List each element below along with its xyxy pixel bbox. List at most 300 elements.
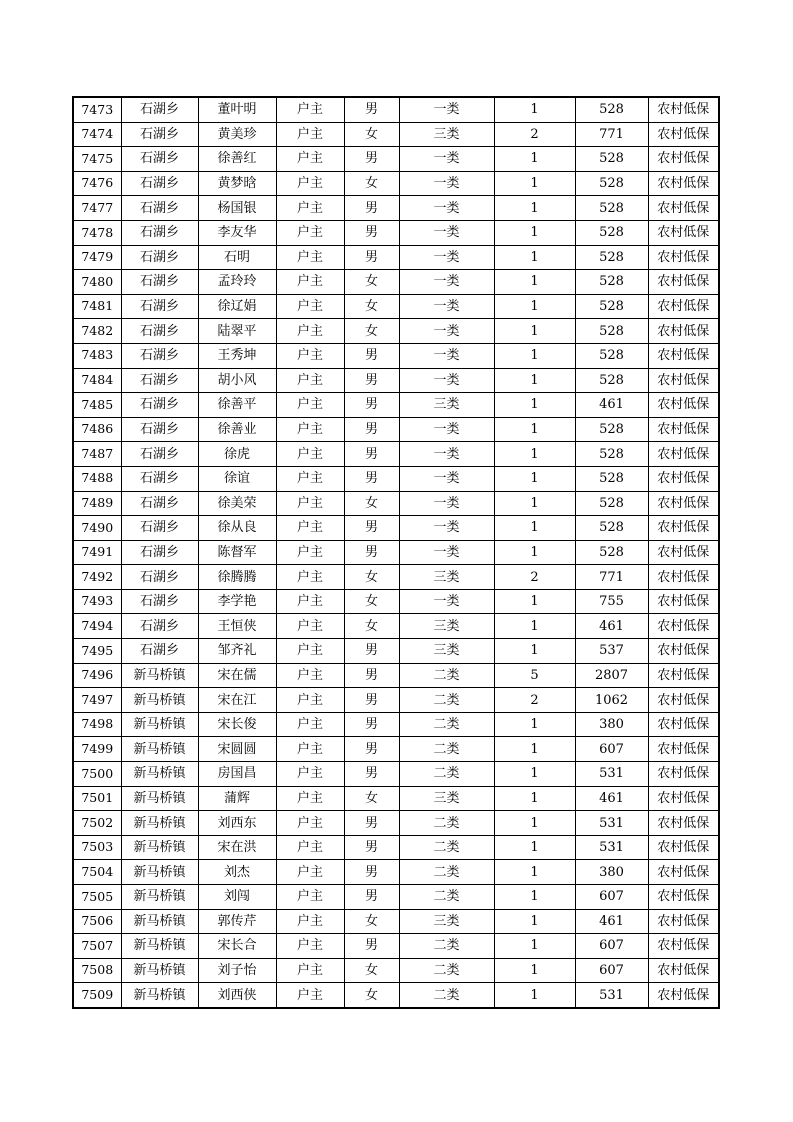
cell-relief-type: 农村低保 [648,294,719,319]
cell-township: 石湖乡 [121,639,198,664]
cell-category: 一类 [399,491,494,516]
cell-record-number: 7495 [73,639,121,664]
cell-category: 二类 [399,737,494,762]
cell-amount: 528 [575,319,648,344]
cell-gender: 男 [344,811,399,836]
cell-record-number: 7503 [73,835,121,860]
cell-gender: 女 [344,319,399,344]
cell-township: 新马桥镇 [121,688,198,713]
cell-category: 三类 [399,393,494,418]
cell-category: 二类 [399,688,494,713]
cell-relief-type: 农村低保 [648,639,719,664]
cell-relief-type: 农村低保 [648,958,719,983]
cell-category: 一类 [399,196,494,221]
cell-relief-type: 农村低保 [648,712,719,737]
cell-gender: 男 [344,147,399,172]
cell-name: 宋长合 [198,934,276,959]
cell-amount: 528 [575,171,648,196]
cell-record-number: 7497 [73,688,121,713]
cell-township: 新马桥镇 [121,737,198,762]
cell-amount: 528 [575,368,648,393]
cell-relief-type: 农村低保 [648,688,719,713]
table-row [73,368,719,393]
cell-relation: 户主 [276,466,344,491]
cell-record-number: 7502 [73,811,121,836]
cell-category: 二类 [399,663,494,688]
cell-relation: 户主 [276,147,344,172]
cell-amount: 528 [575,294,648,319]
cell-gender: 男 [344,220,399,245]
cell-amount: 528 [575,97,648,122]
cell-gender: 男 [344,540,399,565]
cell-household-size: 1 [494,442,575,467]
table-row [73,147,719,172]
cell-household-size: 1 [494,786,575,811]
cell-relation: 户主 [276,688,344,713]
table-row [73,466,719,491]
cell-amount: 380 [575,860,648,885]
cell-relation: 户主 [276,712,344,737]
cell-household-size: 1 [494,270,575,295]
cell-household-size: 1 [494,171,575,196]
cell-township: 石湖乡 [121,614,198,639]
cell-relief-type: 农村低保 [648,270,719,295]
cell-household-size: 1 [494,983,575,1008]
cell-amount: 607 [575,958,648,983]
cell-amount: 461 [575,393,648,418]
cell-amount: 2807 [575,663,648,688]
cell-township: 新马桥镇 [121,909,198,934]
cell-household-size: 1 [494,712,575,737]
cell-name: 黄美珍 [198,122,276,147]
cell-relation: 户主 [276,245,344,270]
cell-relation: 户主 [276,835,344,860]
cell-relation: 户主 [276,196,344,221]
cell-relation: 户主 [276,540,344,565]
cell-gender: 女 [344,589,399,614]
cell-record-number: 7482 [73,319,121,344]
cell-amount: 531 [575,811,648,836]
table-row [73,270,719,295]
cell-record-number: 7476 [73,171,121,196]
cell-category: 一类 [399,466,494,491]
cell-relation: 户主 [276,786,344,811]
cell-household-size: 1 [494,614,575,639]
cell-gender: 女 [344,122,399,147]
cell-gender: 男 [344,835,399,860]
cell-category: 三类 [399,909,494,934]
cell-township: 新马桥镇 [121,983,198,1008]
cell-relation: 户主 [276,171,344,196]
cell-amount: 528 [575,491,648,516]
table-row [73,343,719,368]
cell-amount: 531 [575,762,648,787]
cell-name: 徐善业 [198,417,276,442]
cell-household-size: 1 [494,245,575,270]
cell-relief-type: 农村低保 [648,983,719,1008]
table-row [73,762,719,787]
cell-name: 徐谊 [198,466,276,491]
cell-household-size: 1 [494,639,575,664]
cell-township: 新马桥镇 [121,835,198,860]
cell-name: 蒲辉 [198,786,276,811]
cell-township: 石湖乡 [121,97,198,122]
cell-record-number: 7473 [73,97,121,122]
cell-relation: 户主 [276,220,344,245]
cell-record-number: 7491 [73,540,121,565]
cell-record-number: 7509 [73,983,121,1008]
cell-amount: 771 [575,122,648,147]
cell-category: 一类 [399,442,494,467]
cell-category: 二类 [399,860,494,885]
cell-category: 一类 [399,147,494,172]
cell-gender: 男 [344,516,399,541]
cell-relation: 户主 [276,442,344,467]
cell-relation: 户主 [276,589,344,614]
table-row [73,983,719,1008]
cell-name: 徐美荣 [198,491,276,516]
cell-gender: 女 [344,958,399,983]
table-row [73,196,719,221]
cell-amount: 461 [575,614,648,639]
table-row [73,958,719,983]
table-row [73,97,719,122]
cell-amount: 380 [575,712,648,737]
table-row [73,737,719,762]
cell-gender: 男 [344,860,399,885]
cell-relation: 户主 [276,516,344,541]
cell-relation: 户主 [276,97,344,122]
cell-township: 石湖乡 [121,147,198,172]
cell-township: 新马桥镇 [121,663,198,688]
cell-name: 刘西侠 [198,983,276,1008]
cell-relation: 户主 [276,122,344,147]
cell-relief-type: 农村低保 [648,835,719,860]
cell-amount: 771 [575,565,648,590]
cell-name: 胡小风 [198,368,276,393]
cell-amount: 528 [575,196,648,221]
cell-household-size: 1 [494,835,575,860]
cell-relation: 户主 [276,319,344,344]
cell-relief-type: 农村低保 [648,97,719,122]
cell-record-number: 7500 [73,762,121,787]
cell-gender: 男 [344,343,399,368]
cell-household-size: 1 [494,909,575,934]
roster-body [73,97,719,1008]
cell-household-size: 1 [494,516,575,541]
cell-name: 黄梦晗 [198,171,276,196]
table-row [73,712,719,737]
cell-household-size: 2 [494,688,575,713]
cell-gender: 男 [344,417,399,442]
cell-name: 石明 [198,245,276,270]
cell-relief-type: 农村低保 [648,491,719,516]
cell-category: 一类 [399,368,494,393]
cell-amount: 607 [575,885,648,910]
table-row [73,442,719,467]
cell-category: 二类 [399,712,494,737]
cell-record-number: 7507 [73,934,121,959]
cell-relief-type: 农村低保 [648,220,719,245]
cell-township: 石湖乡 [121,393,198,418]
cell-household-size: 1 [494,220,575,245]
cell-relief-type: 农村低保 [648,417,719,442]
cell-name: 徐从良 [198,516,276,541]
cell-household-size: 1 [494,762,575,787]
cell-record-number: 7479 [73,245,121,270]
cell-household-size: 1 [494,294,575,319]
cell-household-size: 1 [494,196,575,221]
cell-gender: 男 [344,442,399,467]
cell-relief-type: 农村低保 [648,589,719,614]
cell-gender: 男 [344,885,399,910]
cell-name: 宋在儒 [198,663,276,688]
cell-record-number: 7475 [73,147,121,172]
cell-name: 孟玲玲 [198,270,276,295]
cell-household-size: 1 [494,368,575,393]
cell-name: 徐善平 [198,393,276,418]
cell-record-number: 7504 [73,860,121,885]
table-row [73,688,719,713]
cell-amount: 461 [575,786,648,811]
cell-amount: 607 [575,737,648,762]
cell-record-number: 7485 [73,393,121,418]
cell-name: 宋在洪 [198,835,276,860]
table-row [73,934,719,959]
cell-relief-type: 农村低保 [648,442,719,467]
cell-relation: 户主 [276,934,344,959]
cell-category: 一类 [399,245,494,270]
cell-household-size: 1 [494,393,575,418]
cell-relief-type: 农村低保 [648,540,719,565]
cell-relation: 户主 [276,565,344,590]
cell-household-size: 1 [494,589,575,614]
cell-name: 杨国银 [198,196,276,221]
cell-relation: 户主 [276,885,344,910]
cell-name: 刘杰 [198,860,276,885]
cell-household-size: 1 [494,417,575,442]
cell-household-size: 2 [494,565,575,590]
cell-household-size: 1 [494,491,575,516]
cell-relief-type: 农村低保 [648,393,719,418]
cell-record-number: 7487 [73,442,121,467]
cell-category: 二类 [399,885,494,910]
cell-relief-type: 农村低保 [648,614,719,639]
table-row [73,417,719,442]
cell-gender: 女 [344,491,399,516]
cell-household-size: 1 [494,737,575,762]
cell-household-size: 1 [494,885,575,910]
cell-township: 新马桥镇 [121,762,198,787]
cell-record-number: 7477 [73,196,121,221]
cell-township: 石湖乡 [121,294,198,319]
cell-amount: 528 [575,442,648,467]
cell-category: 一类 [399,294,494,319]
cell-name: 宋长俊 [198,712,276,737]
cell-category: 二类 [399,958,494,983]
cell-relief-type: 农村低保 [648,885,719,910]
cell-relief-type: 农村低保 [648,811,719,836]
table-row [73,491,719,516]
cell-record-number: 7508 [73,958,121,983]
cell-household-size: 1 [494,934,575,959]
cell-name: 刘西东 [198,811,276,836]
table-row [73,909,719,934]
table-row [73,171,719,196]
cell-amount: 531 [575,983,648,1008]
cell-relief-type: 农村低保 [648,860,719,885]
cell-township: 新马桥镇 [121,712,198,737]
cell-category: 一类 [399,540,494,565]
table-row [73,319,719,344]
cell-name: 郭传芹 [198,909,276,934]
cell-gender: 男 [344,97,399,122]
cell-gender: 男 [344,934,399,959]
cell-amount: 607 [575,934,648,959]
cell-township: 石湖乡 [121,196,198,221]
cell-relation: 户主 [276,417,344,442]
table-row [73,245,719,270]
cell-category: 一类 [399,516,494,541]
cell-gender: 男 [344,393,399,418]
cell-gender: 女 [344,270,399,295]
cell-gender: 男 [344,639,399,664]
cell-gender: 男 [344,712,399,737]
cell-household-size: 1 [494,466,575,491]
cell-record-number: 7490 [73,516,121,541]
cell-township: 新马桥镇 [121,958,198,983]
cell-relation: 户主 [276,639,344,664]
cell-category: 三类 [399,639,494,664]
cell-relief-type: 农村低保 [648,245,719,270]
cell-amount: 1062 [575,688,648,713]
cell-name: 邹齐礼 [198,639,276,664]
cell-name: 陆翠平 [198,319,276,344]
table-row [73,589,719,614]
cell-record-number: 7488 [73,466,121,491]
cell-gender: 男 [344,196,399,221]
cell-gender: 女 [344,171,399,196]
cell-category: 一类 [399,270,494,295]
cell-relief-type: 农村低保 [648,368,719,393]
cell-name: 王恒侠 [198,614,276,639]
cell-name: 徐腾腾 [198,565,276,590]
cell-record-number: 7496 [73,663,121,688]
cell-name: 宋在江 [198,688,276,713]
cell-record-number: 7486 [73,417,121,442]
cell-amount: 528 [575,147,648,172]
cell-township: 新马桥镇 [121,811,198,836]
cell-category: 三类 [399,614,494,639]
cell-township: 石湖乡 [121,491,198,516]
cell-category: 一类 [399,417,494,442]
cell-amount: 537 [575,639,648,664]
cell-category: 三类 [399,565,494,590]
cell-relation: 户主 [276,811,344,836]
cell-record-number: 7481 [73,294,121,319]
cell-amount: 528 [575,270,648,295]
cell-relief-type: 农村低保 [648,147,719,172]
cell-amount: 528 [575,220,648,245]
cell-amount: 531 [575,835,648,860]
cell-name: 李学艳 [198,589,276,614]
cell-township: 新马桥镇 [121,934,198,959]
table-row [73,220,719,245]
cell-township: 石湖乡 [121,466,198,491]
cell-relation: 户主 [276,762,344,787]
cell-gender: 女 [344,786,399,811]
table-row [73,835,719,860]
table-row [73,540,719,565]
cell-name: 陈督军 [198,540,276,565]
cell-gender: 男 [344,245,399,270]
cell-relation: 户主 [276,983,344,1008]
cell-relation: 户主 [276,368,344,393]
cell-relation: 户主 [276,663,344,688]
cell-gender: 女 [344,565,399,590]
cell-household-size: 1 [494,811,575,836]
cell-relation: 户主 [276,270,344,295]
cell-township: 石湖乡 [121,245,198,270]
cell-record-number: 7494 [73,614,121,639]
cell-household-size: 1 [494,958,575,983]
cell-township: 石湖乡 [121,516,198,541]
cell-record-number: 7484 [73,368,121,393]
cell-relation: 户主 [276,909,344,934]
cell-gender: 女 [344,983,399,1008]
cell-household-size: 1 [494,343,575,368]
cell-relief-type: 农村低保 [648,737,719,762]
cell-relation: 户主 [276,614,344,639]
cell-township: 石湖乡 [121,122,198,147]
cell-record-number: 7506 [73,909,121,934]
cell-relief-type: 农村低保 [648,565,719,590]
cell-relief-type: 农村低保 [648,319,719,344]
cell-township: 新马桥镇 [121,860,198,885]
table-row [73,516,719,541]
cell-township: 石湖乡 [121,417,198,442]
cell-township: 新马桥镇 [121,786,198,811]
cell-category: 一类 [399,220,494,245]
cell-category: 二类 [399,762,494,787]
cell-amount: 528 [575,540,648,565]
cell-relation: 户主 [276,294,344,319]
cell-township: 石湖乡 [121,368,198,393]
cell-category: 一类 [399,589,494,614]
cell-township: 石湖乡 [121,540,198,565]
cell-category: 一类 [399,97,494,122]
cell-relief-type: 农村低保 [648,196,719,221]
cell-township: 新马桥镇 [121,885,198,910]
cell-record-number: 7501 [73,786,121,811]
cell-record-number: 7498 [73,712,121,737]
cell-category: 三类 [399,122,494,147]
cell-relief-type: 农村低保 [648,466,719,491]
cell-record-number: 7499 [73,737,121,762]
cell-category: 三类 [399,786,494,811]
cell-township: 石湖乡 [121,220,198,245]
cell-amount: 528 [575,343,648,368]
cell-name: 李友华 [198,220,276,245]
cell-name: 徐辽娟 [198,294,276,319]
cell-amount: 755 [575,589,648,614]
cell-township: 石湖乡 [121,171,198,196]
cell-relief-type: 农村低保 [648,343,719,368]
table-row [73,663,719,688]
cell-name: 徐善红 [198,147,276,172]
cell-relief-type: 农村低保 [648,171,719,196]
cell-household-size: 5 [494,663,575,688]
